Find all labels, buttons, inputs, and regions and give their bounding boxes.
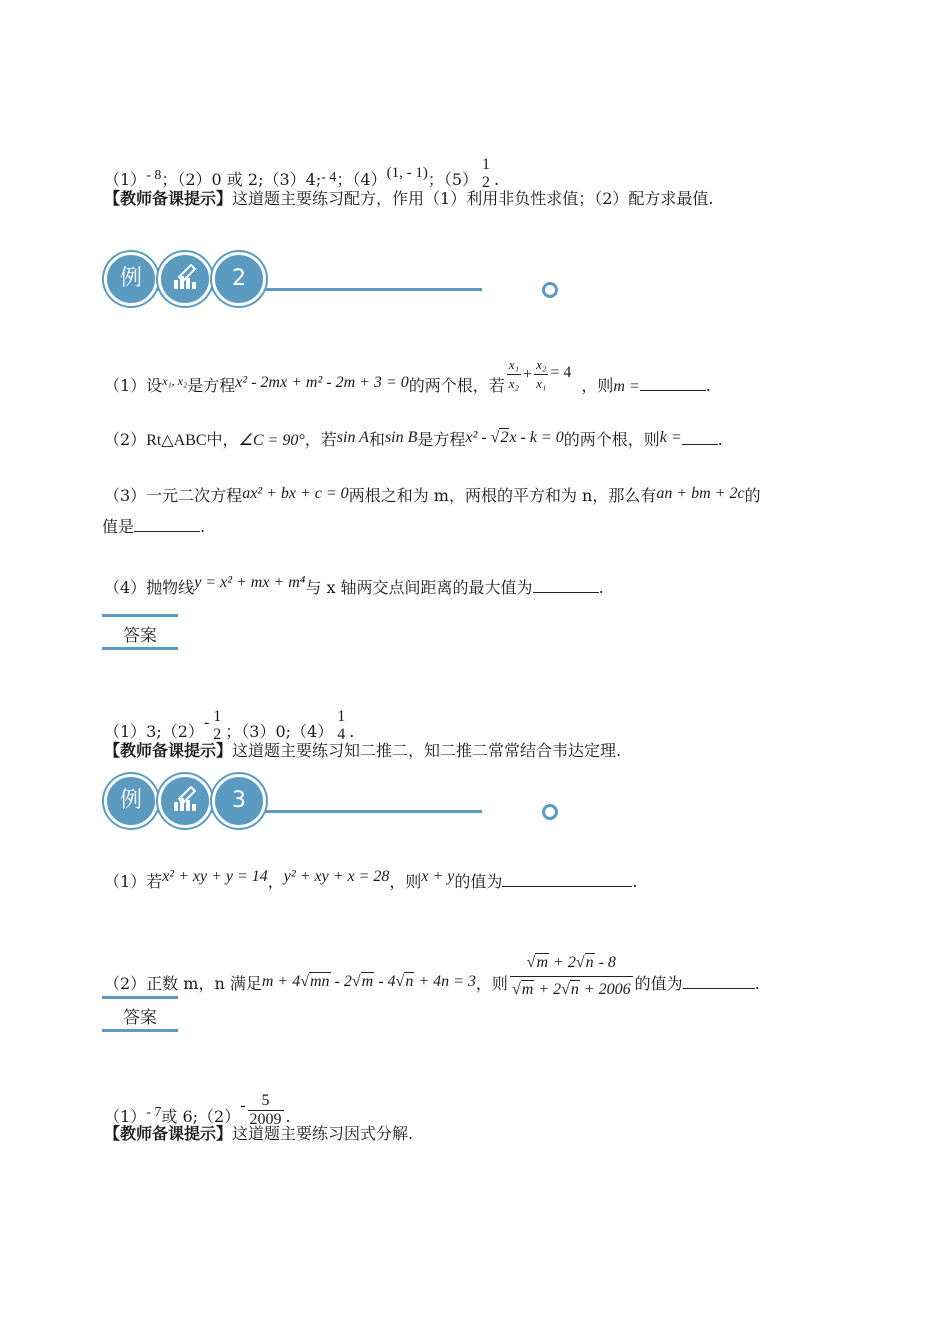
question-2-3-continued: 值是 . [102,517,206,536]
fraction-one-half: 1 2 [482,156,491,191]
answer-blank[interactable] [502,870,632,887]
teacher-tip-1: 【教师备课提示】这道题主要练习配方，作用（1）利用非负性求值；（2）配方求最值. [104,189,714,208]
divider-end-dot [542,804,558,820]
example-label: 例 [104,774,158,828]
question-3-1: （1）若x² + xy + y = 14，y² + xy + x = 28，则x + y的值为 . [104,868,638,891]
answer-2-line: （1）3;（2）- 1 2 ；（3）0;（4） 1 4 . [104,708,355,743]
answer-1-line: （1）- 8；（2）0 或 2;（3）4;- 4；（4）(1, - 1)；（5） 1 2 . [104,156,500,191]
answer-tag: 答案 [102,614,178,648]
question-3-2: （2）正数 m，n 满足m + 4√mn - 2√m - 4√n + 4n = 3，则 $\frac{√m + 2√n - 8}{√m + 2√n + 2006}$ 的值为 . [104,958,760,1011]
answer-blank[interactable] [640,374,706,391]
teacher-tip-3: 【教师备课提示】这道题主要练习因式分解. [104,1124,414,1143]
answer-tag: 答案 [102,996,178,1030]
answer-blank[interactable] [683,972,755,989]
example-number: 2 [212,252,266,306]
answer-blank[interactable] [533,576,599,593]
question-2-1: （1）设$^{x_1, x_2}$是方程x² - 2mx + m² - 2m + 3 = 0的两个根，若 $\frac{\text{x₁}}{\text{x₂}}$ + $\frac{\text{x₂}}{\text{x₁}}$ = 4，则m = . [104,357,711,395]
complex-fraction: $\frac{√m + 2√n - 8}{√m + 2√n + 2006}$ [510,950,633,1003]
question-2-2: （2）Rt△ABC中，∠C = 90°，若sin A和sin B是方程x² - √2x - k = 0的两个根，则k = . [104,429,723,449]
pencil-chart-icon [158,774,212,828]
fraction-5-over-2009: $\frac{5}{2009}$ [249,1092,282,1128]
pencil-chart-icon [158,252,212,306]
divider-end-dot [542,282,558,298]
fraction-one-half: 1 2 [213,708,222,743]
example-label: 例 [104,252,158,306]
example-number: 3 [212,774,266,828]
example-2-header [102,250,462,306]
answer-3-line: （1）- 7或 6;（2）- $\frac{5}{2009}$ . [104,1092,291,1128]
teacher-tip-2: 【教师备课提示】这道题主要练习知二推二，知二推二常常结合韦达定理. [104,741,622,760]
answer-blank[interactable] [134,515,200,532]
example-3-header [102,772,462,828]
question-2-3: （3）一元二次方程ax² + bx + c = 0两根之和为 m，两根的平方和为 n，那么有an + bm + 2c的 [104,485,761,505]
question-2-4: （4）抛物线y = x² + mx + m⁴与 x 轴两交点间距离的最大值为 . [104,574,604,597]
fraction-one-quarter: 1 4 [337,708,346,743]
answer-blank[interactable] [682,428,718,445]
